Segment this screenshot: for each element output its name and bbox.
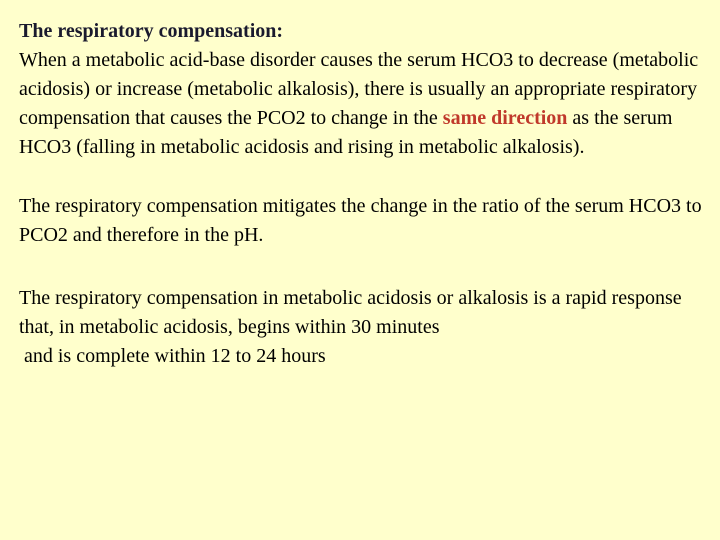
- paragraph-1-text-after: as the serum HCO3 (falling in metabolic acidosis and rising in metabolic alkalosis).: [19, 107, 678, 158]
- slide-title: The respiratory compensation:: [19, 20, 284, 42]
- paragraph-1-text-before: When a metabolic acid-base disorder causes the serum HCO3 to decrease (metabolic acidosis) or increase (metabolic alkalosis), there is usually an appropriate respiratory compensation that causes the PCO2 to change in the: [19, 49, 704, 129]
- paragraph-response-timing: The respiratory compensation in metabolic acidosis or alkalosis is a rapid response that, in metabolic acidosis, begins within 30 minutes and is complete within 12 to 24 hours: [19, 287, 682, 367]
- paragraph-respiratory-compensation-intro: [19, 46, 702, 162]
- paragraph-ratio-mitigation: The respiratory compensation mitigates the change in the ratio of the serum HCO3 to PCO2 and therefore in the pH.: [19, 195, 707, 246]
- same-direction-emphasis: same direction: [442, 107, 568, 129]
